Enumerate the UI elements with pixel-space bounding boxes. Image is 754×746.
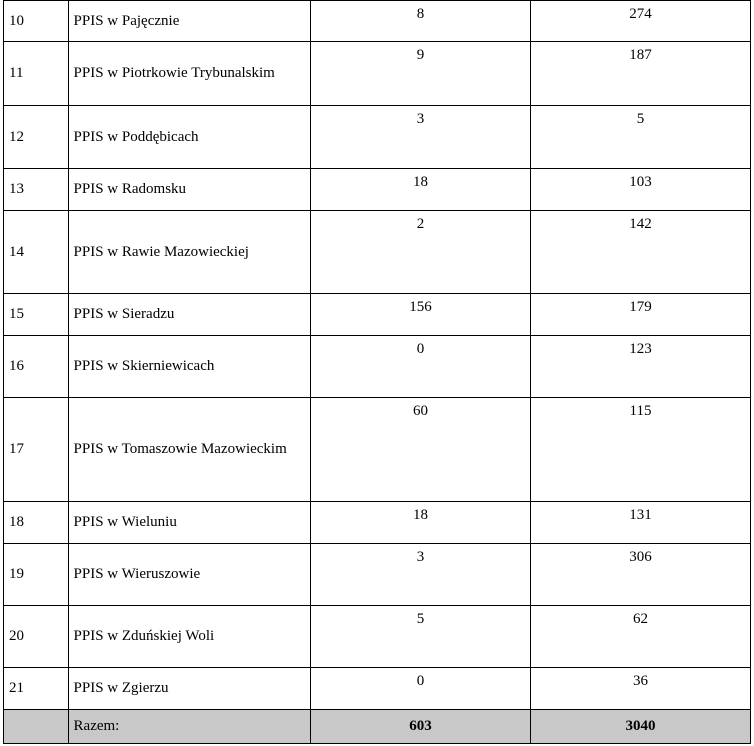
row-number: 17 xyxy=(4,398,69,502)
row-name: PPIS w Zduńskiej Woli xyxy=(68,606,310,668)
row-number: 20 xyxy=(4,606,69,668)
table-row xyxy=(4,42,751,106)
row-value-1: 0 xyxy=(311,336,531,398)
table-row xyxy=(4,294,751,336)
row-value-2: 179 xyxy=(530,294,750,336)
total-label: Razem: xyxy=(68,710,310,744)
row-name: PPIS w Skierniewicach xyxy=(68,336,310,398)
row-number: 13 xyxy=(4,169,69,211)
row-value-1: 3 xyxy=(311,544,531,606)
row-value-1: 18 xyxy=(311,169,531,211)
row-value-2: 36 xyxy=(530,668,750,710)
row-value-2: 131 xyxy=(530,502,750,544)
row-value-2: 115 xyxy=(530,398,750,502)
table-row xyxy=(4,668,751,710)
row-number: 14 xyxy=(4,211,69,294)
row-value-2: 142 xyxy=(530,211,750,294)
row-value-1: 0 xyxy=(311,668,531,710)
row-number: 12 xyxy=(4,106,69,169)
row-name: PPIS w Piotrkowie Trybunalskim xyxy=(68,42,310,106)
table-row xyxy=(4,544,751,606)
row-value-1: 2 xyxy=(311,211,531,294)
row-value-1: 156 xyxy=(311,294,531,336)
table-row xyxy=(4,106,751,169)
table-row xyxy=(4,336,751,398)
row-value-2: 306 xyxy=(530,544,750,606)
table-row xyxy=(4,398,751,502)
row-value-2: 62 xyxy=(530,606,750,668)
row-number: 15 xyxy=(4,294,69,336)
row-name: PPIS w Rawie Mazowieckiej xyxy=(68,211,310,294)
table-row xyxy=(4,1,751,42)
row-name: PPIS w Radomsku xyxy=(68,169,310,211)
row-value-1: 5 xyxy=(311,606,531,668)
row-value-2: 187 xyxy=(530,42,750,106)
row-name: PPIS w Poddębicach xyxy=(68,106,310,169)
total-row xyxy=(4,710,751,744)
row-value-2: 5 xyxy=(530,106,750,169)
row-number: 21 xyxy=(4,668,69,710)
data-table xyxy=(3,0,751,744)
table-row xyxy=(4,502,751,544)
row-number: 10 xyxy=(4,1,69,42)
total-number-cell xyxy=(4,710,69,744)
row-number: 19 xyxy=(4,544,69,606)
total-value-2: 3040 xyxy=(530,710,750,744)
row-name: PPIS w Wieluniu xyxy=(68,502,310,544)
row-name: PPIS w Sieradzu xyxy=(68,294,310,336)
row-value-1: 60 xyxy=(311,398,531,502)
table-row xyxy=(4,211,751,294)
row-name: PPIS w Wieruszowie xyxy=(68,544,310,606)
row-name: PPIS w Pajęcznie xyxy=(68,1,310,42)
row-value-2: 103 xyxy=(530,169,750,211)
row-value-1: 3 xyxy=(311,106,531,169)
row-value-1: 8 xyxy=(311,1,531,42)
row-name: PPIS w Zgierzu xyxy=(68,668,310,710)
row-value-1: 9 xyxy=(311,42,531,106)
table-row xyxy=(4,606,751,668)
row-value-2: 274 xyxy=(530,1,750,42)
row-number: 18 xyxy=(4,502,69,544)
row-name: PPIS w Tomaszowie Mazowieckim xyxy=(68,398,310,502)
row-number: 16 xyxy=(4,336,69,398)
total-value-1: 603 xyxy=(311,710,531,744)
row-value-1: 18 xyxy=(311,502,531,544)
table-row xyxy=(4,169,751,211)
row-number: 11 xyxy=(4,42,69,106)
row-value-2: 123 xyxy=(530,336,750,398)
